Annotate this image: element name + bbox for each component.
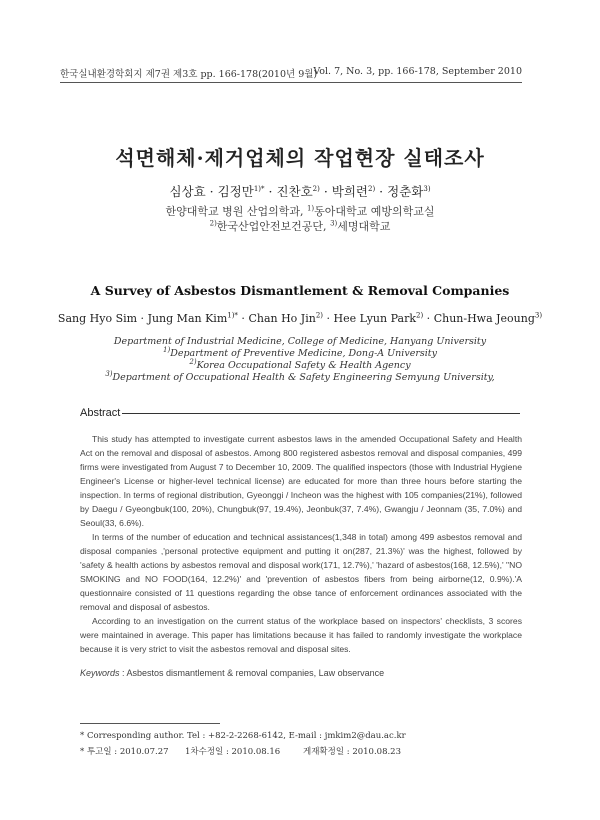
revised-date: 1차수정일 : 2010.08.16 — [185, 747, 281, 757]
header-rule — [60, 82, 522, 83]
author-name: 심상효 — [169, 184, 206, 199]
abstract-body — [80, 432, 522, 656]
affiliation-text: Department of Preventive Medicine, Dong-A University — [170, 348, 437, 359]
keywords — [80, 668, 384, 678]
english-affiliation — [0, 336, 600, 347]
korean-affiliation-line-2 — [0, 218, 600, 234]
korean-aff-sup: 1) — [306, 204, 315, 213]
korean-affiliation-line-1 — [0, 203, 600, 219]
english-affiliation — [0, 357, 600, 371]
author-name: 정춘화 — [387, 184, 424, 199]
author-affiliation-mark: 1)* — [227, 311, 238, 320]
author-affiliation-mark: 3) — [534, 311, 543, 320]
keywords-label: Keywords — [80, 668, 120, 678]
author-affiliation-mark: 2) — [315, 311, 323, 320]
author-name: 진찬호 — [276, 184, 313, 199]
corresponding-author-note: * Corresponding author. Tel : +82-2-2268-6142, E-mail : jmkim2@dau.ac.kr — [80, 731, 406, 741]
english-title: A Survey of Asbestos Dismantlement & Removal Companies — [90, 283, 510, 298]
author-separator: · — [264, 184, 277, 199]
received-date: * 투고일 : 2010.07.27 — [80, 747, 169, 757]
author-separator: · — [319, 184, 332, 199]
author-affiliation-mark: 2) — [416, 311, 424, 320]
author-separator: · — [423, 312, 434, 325]
affiliation-text: Korea Occupational Safety & Health Agency — [196, 360, 411, 371]
english-authors — [0, 312, 600, 325]
author-affiliation-mark: 1)* — [253, 184, 265, 193]
author-name: Chan Ho Jin — [248, 312, 316, 325]
author-name: Chun-Hwa Jeoung — [433, 312, 535, 325]
abstract-label: Abstract — [80, 407, 121, 419]
running-header-left: 한국실내환경학회지 제7권 제3호 pp. 166-178(2010년 9월) — [60, 69, 318, 80]
author-name: Jung Man Kim — [147, 312, 228, 325]
author-separator: · — [205, 184, 218, 199]
english-affiliation — [0, 345, 600, 359]
submission-dates — [80, 745, 540, 757]
affiliation-text: Department of Industrial Medicine, College of Medicine, Hanyang University — [113, 336, 487, 347]
korean-aff-text: 한국산업안전보건공단, — [216, 220, 331, 233]
abstract-paragraph: In terms of the number of education and technical assistances(1,348 in total) among 499 asbestos removal and disposal companies ,'personal protective equipment and putting it on(287, 21.3%)' was the highest, followed by 'safety & health actions by asbestos removal and disposal work(171, 12.7%),' 'hazard of asbestos(168, 12.5%),' "NO SMOKING and NO FOOD(164, 12.2%)' and 'prevention of asbestos fibers from being airborne(12, 0.9%).'A questionnaire consisted of 11 questions regarding the obse tance of enforcement ordinances associated with the removal and disposal of asbestos. — [80, 532, 522, 612]
running-header-right: Vol. 7, No. 3, pp. 166-178, September 2010 — [313, 66, 522, 77]
accepted-date: 게재확정일 : 2010.08.23 — [303, 747, 401, 757]
author-separator: · — [323, 312, 334, 325]
abstract-rule — [122, 413, 520, 414]
abstract-paragraph: According to an investigation on the current status of the workplace based on inspectors' checklists, 3 scores were maintained in average. This paper has limitations because it has failed to randomly investigate the workplace because it is very strict to visit the asbestos removal and disposal sites. — [80, 616, 522, 654]
affiliation-mark: 2) — [189, 357, 197, 366]
korean-title: 석면해체·제거업체의 작업현장 실태조사 — [115, 146, 485, 170]
keywords-text: : Asbestos dismantlement & removal companies, Law observance — [119, 668, 385, 678]
abstract-paragraph: This study has attempted to investigate current asbestos laws in the amended Occupational Safety and Health Act on the removal and disposal of asbestos. Among 800 registered asbestos removal and disposal companies, 499 firms were investigated from August 7 to December 10, 2009. The qualified inspectors (those with Industrial Hygiene Engineer's License or higher-level technical license) are educated for more than three hours before starting the inspection. In terms of regional distribution, Gyeonggi / Incheon was the highest with 105 companies(21%), followed by Daegu / Gyeongbuk(100, 20%), Chungbuk(97, 19.4%), Jeonbuk(37, 7.4%), Gwangju / Jeonnam (35, 7.0%) and Seoul(33, 6.6%). — [80, 434, 522, 528]
affiliation-mark: 1) — [163, 345, 171, 354]
author-name: Hee Lyun Park — [333, 312, 416, 325]
author-affiliation-mark: 3) — [423, 184, 431, 193]
author-name: 박희련 — [331, 184, 369, 199]
author-name: 김정만 — [217, 184, 254, 199]
author-affiliation-mark: 2) — [312, 184, 320, 193]
korean-aff-text: 세명대학교 — [337, 220, 391, 233]
korean-aff-sup: 3) — [330, 219, 338, 228]
author-affiliation-mark: 2) — [368, 184, 376, 193]
korean-aff-text: 동아대학교 예방의학교실 — [314, 205, 435, 218]
footnote-rule — [80, 723, 220, 724]
english-affiliation — [0, 369, 600, 383]
author-separator: · — [375, 184, 388, 199]
abstract-heading — [80, 407, 520, 419]
korean-authors — [0, 182, 600, 200]
author-name: Sang Hyo Sim — [57, 312, 138, 325]
author-separator: · — [237, 312, 249, 325]
korean-aff-text: 한양대학교 병원 산업의학과, — [165, 205, 307, 218]
author-separator: · — [137, 312, 148, 325]
affiliation-text: Department of Occupational Health & Safety Engineering Semyung University, — [112, 372, 495, 383]
korean-aff-sup: 2) — [209, 219, 217, 228]
affiliation-mark: 3) — [105, 369, 113, 378]
